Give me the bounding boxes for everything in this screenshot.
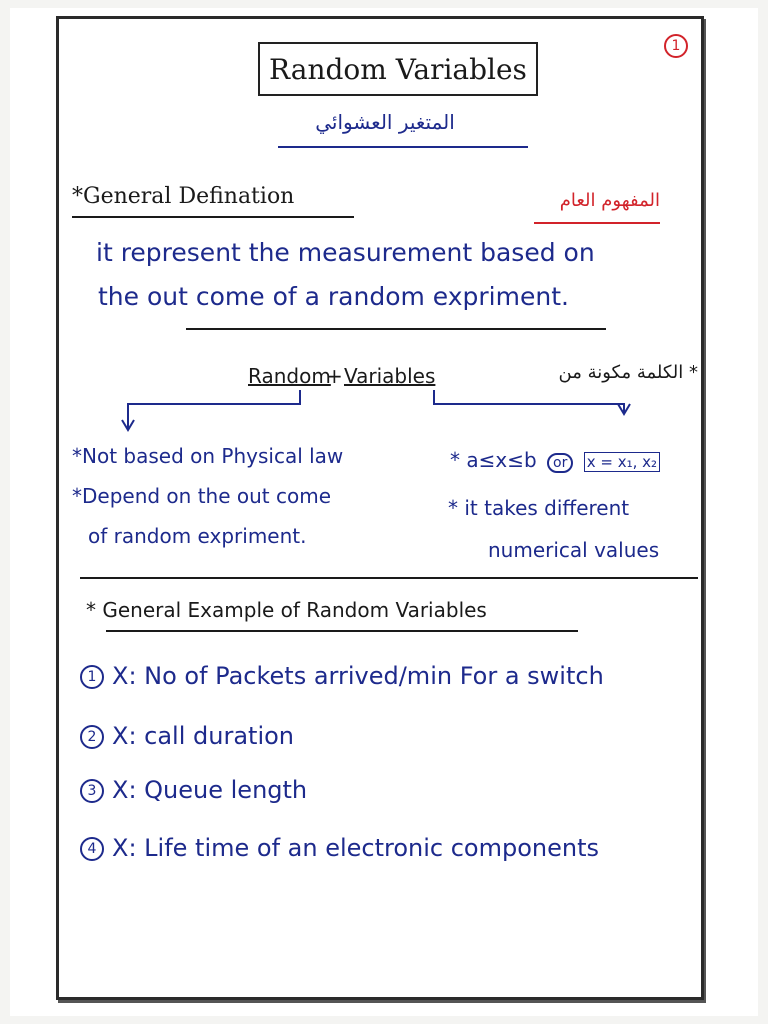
random-item-1: *Not based on Physical law bbox=[72, 444, 344, 468]
example-text-4: X: Life time of an electronic components bbox=[112, 834, 600, 862]
example-item-3 bbox=[80, 776, 307, 804]
example-text-2: X: call duration bbox=[112, 722, 295, 750]
definition-heading: *General Defination bbox=[72, 184, 295, 209]
word-split-arabic: * الكلمة مكونة من bbox=[558, 362, 698, 383]
example-item-2 bbox=[80, 722, 294, 750]
variables-range bbox=[450, 448, 660, 473]
example-number-4: 4 bbox=[80, 837, 104, 861]
page-number: 1 bbox=[664, 34, 688, 58]
definition-line-2: the out come of a random expriment. bbox=[98, 282, 569, 311]
page-title: Random Variables bbox=[258, 42, 538, 96]
variables-discrete-expr: x = x₁, x₂ bbox=[584, 452, 660, 472]
definition-line-1: it represent the measurement based on bbox=[96, 238, 595, 267]
example-number-2: 2 bbox=[80, 725, 104, 749]
word-variables: Variables bbox=[344, 364, 436, 388]
variables-item-2-line-2: numerical values bbox=[488, 538, 660, 562]
example-number-1: 1 bbox=[80, 665, 104, 689]
random-item-2-line-1: *Depend on the out come bbox=[72, 484, 332, 508]
variables-range-expr: * a≤x≤b bbox=[450, 448, 537, 472]
definition-underline bbox=[186, 328, 606, 330]
example-item-4 bbox=[80, 834, 599, 862]
definition-heading-arabic: المفهوم العام bbox=[559, 190, 660, 211]
example-text-1: X: No of Packets arrived/min For a switch bbox=[112, 662, 604, 690]
definition-heading-underline bbox=[72, 216, 354, 218]
or-circle: or bbox=[547, 453, 573, 473]
examples-heading: * General Example of Random Variables bbox=[86, 598, 487, 622]
title-arabic-underline bbox=[278, 146, 528, 148]
title-arabic: المتغير العشوائي bbox=[315, 110, 455, 134]
example-number-3: 3 bbox=[80, 779, 104, 803]
random-item-2-line-2: of random expriment. bbox=[88, 524, 307, 548]
definition-arabic-underline bbox=[534, 222, 660, 224]
variables-item-2-line-1: * it takes different bbox=[448, 496, 630, 520]
example-item-1 bbox=[80, 662, 604, 690]
examples-heading-underline bbox=[106, 630, 578, 632]
word-random: Random bbox=[248, 364, 331, 388]
word-plus: + bbox=[326, 364, 343, 388]
example-text-3: X: Queue length bbox=[112, 776, 308, 804]
